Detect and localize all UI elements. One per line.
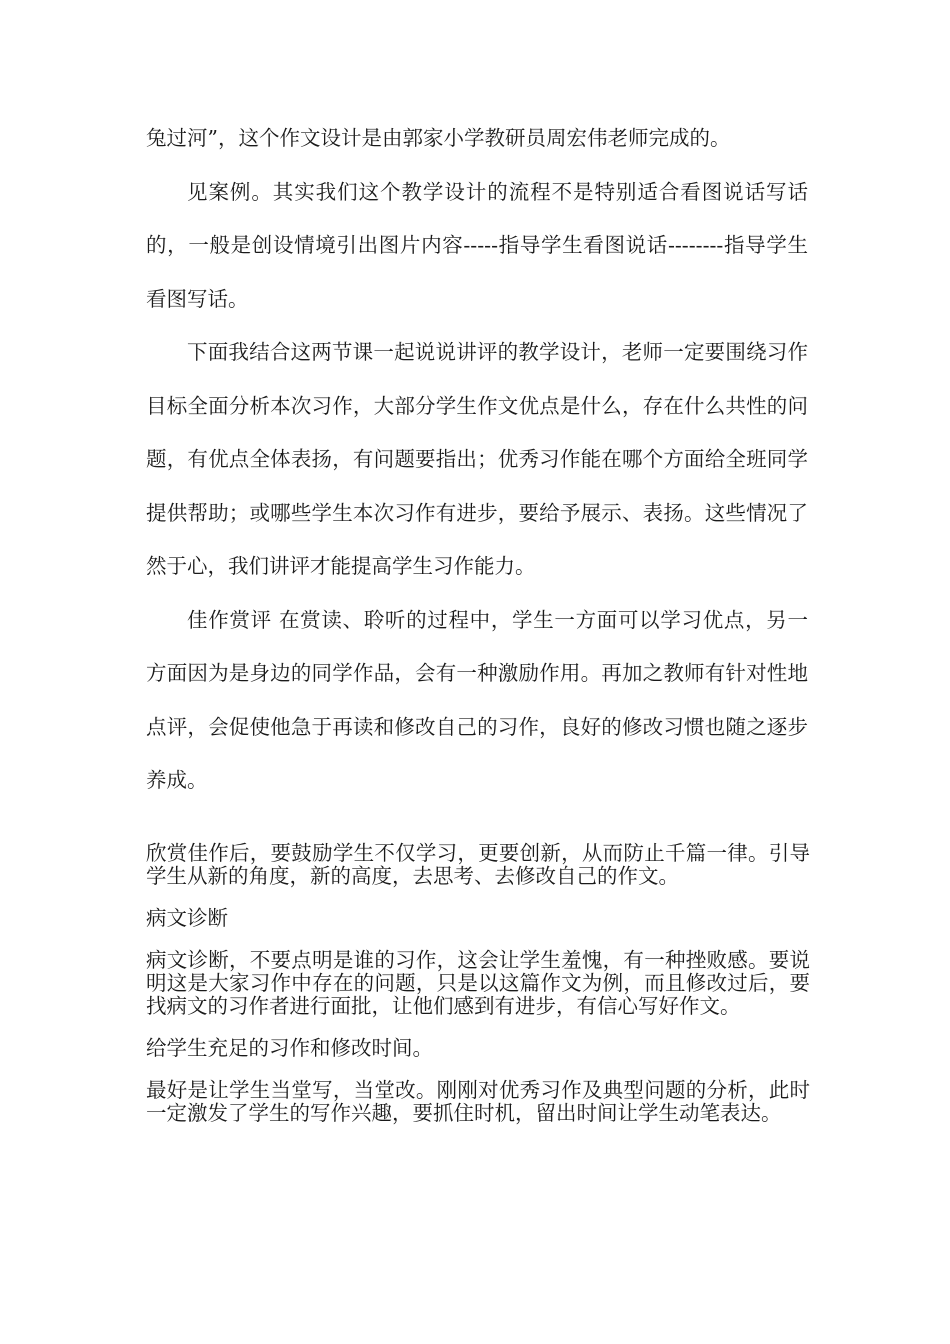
paragraph-appreciation: 佳作赏评 在赏读、聆听的过程中，学生一方面可以学习优点，另一方面因为是身边的同学作品，会有一种激励作用。再加之教师有针对性地点评，会促使他急于再读和修改自己的习作，良好的修改习惯也随之逐步养成。 xyxy=(146,607,808,792)
paragraph-case-example: 见案例。其实我们这个教学设计的流程不是特别适合看图说话写话的，一般是创设情境引出图片内容-----指导学生看图说话--------指导学生看图写话。 xyxy=(146,179,808,311)
single-spaced-section xyxy=(146,842,810,1144)
paragraph-in-class: 最好是让学生当堂写，当堂改。刚刚对优秀习作及典型问题的分析，此时一定激发了学生的写作兴趣，要抓住时机，留出时间让学生动笔表达。 xyxy=(146,1078,810,1125)
double-spaced-section xyxy=(146,112,808,808)
paragraph-rabbit-river: 兔过河”，这个作文设计是由郭家小学教研员周宏伟老师完成的。 xyxy=(146,126,731,150)
paragraph-innovation: 欣赏佳作后，要鼓励学生不仅学习，更要创新，从而防止千篇一律。引导学生从新的角度，新的高度，去思考、去修改自己的作文。 xyxy=(146,841,810,888)
paragraph-time: 给学生充足的习作和修改时间。 xyxy=(146,1036,433,1060)
paragraph-diagnosis: 病文诊断，不要点明是谁的习作，这会让学生羞愧，有一种挫败感。要说明这是大家习作中存在的问题，只是以这篇作文为例，而且修改过后，要找病文的习作者进行面批，让他们感到有进步，有信心写好作文。 xyxy=(146,948,810,1018)
paragraph-teaching-design: 下面我结合这两节课一起说说讲评的教学设计，老师一定要围绕习作目标全面分析本次习作，大部分学生作文优点是什么，存在什么共性的问题，有优点全体表扬，有问题要指出；优秀习作能在哪个方面给全班同学提供帮助；或哪些学生本次习作有进步，要给予展示、表扬。这些情况了然于心，我们讲评才能提高学生习作能力。 xyxy=(146,340,808,578)
paragraph-heading-diagnosis: 病文诊断 xyxy=(146,906,228,930)
